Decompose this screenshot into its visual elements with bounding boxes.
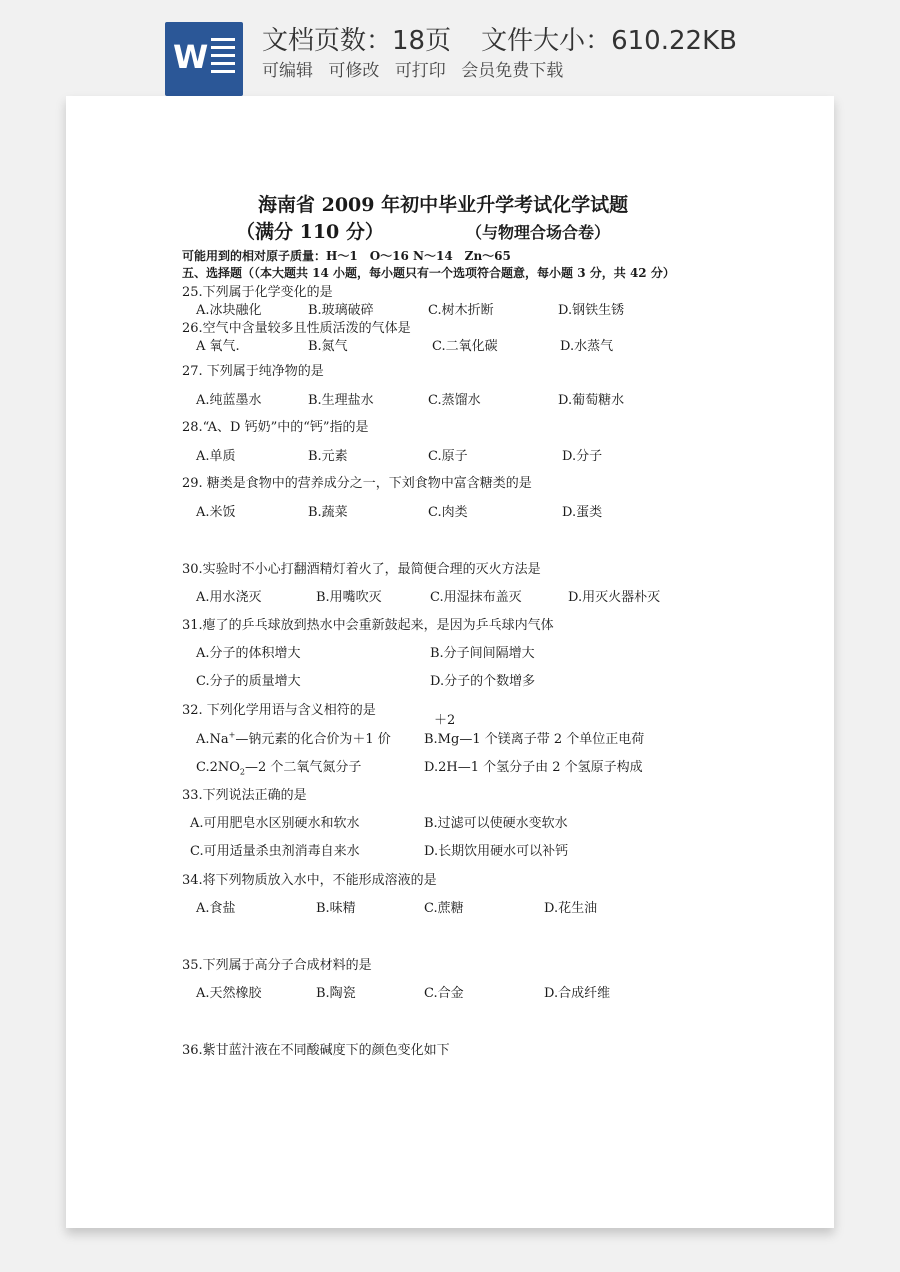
question-stem: 31.瘪了的乒乓球放到热水中会重新鼓起来，是因为乒乓球内气体 [182, 618, 554, 633]
document-banner [0, 0, 900, 100]
option-c: C.用湿抹布盖灭 [430, 590, 522, 605]
document-stats [262, 20, 737, 57]
option-c: $C.2NO_2—2$ 个二氧气氮分子 [196, 760, 362, 777]
option-a: A.可用肥皂水区别硬水和软水 [190, 816, 360, 831]
option-b: B.玻璃破碎 [308, 303, 374, 318]
option-a: A.食盐 [196, 901, 236, 916]
file-size: 文件大小：610.22KB [481, 26, 737, 56]
section-heading: 五、选择题（（本大题共 14 小题，每小题只有一个选项符合题意，每小题 3 分，共 42 分） [182, 266, 675, 280]
option-b: B.蔬菜 [308, 505, 348, 520]
question-stem: 30.实验时不小心打翻酒精灯着火了，最简便合理的灭火方法是 [182, 562, 541, 577]
option-c: C.蔗糖 [424, 901, 464, 916]
option-a: A 氧气. [196, 339, 240, 354]
option-d: D.水蒸气 [560, 339, 614, 354]
option-b: B.生理盐水 [308, 393, 374, 408]
option-a: A.天然橡胶 [196, 986, 262, 1001]
feature-editable: 可编辑 [262, 61, 313, 81]
option-d: D.蛋类 [562, 505, 603, 520]
question-stem: 33.下列说法正确的是 [182, 788, 307, 803]
option-d: D.葡萄糖水 [558, 393, 625, 408]
option-b: B.分子间间隔增大 [430, 646, 535, 661]
option-b: B.氮气 [308, 339, 348, 354]
option-a: A.纯蓝墨水 [196, 393, 262, 408]
option-c: C.分子的质量增大 [196, 674, 301, 689]
exam-full-score: （满分 110 分） [236, 221, 384, 243]
option-c: C.二氧化碳 [432, 339, 498, 354]
option-c: C.树木折断 [428, 303, 494, 318]
question-stem: 36.紫甘蓝汁液在不同酸碱度下的颜色变化如下 [182, 1043, 450, 1058]
feature-modifiable: 可修改 [328, 61, 380, 81]
question-stem: 25.下列属于化学变化的是 [182, 285, 333, 300]
option-b: B.味精 [316, 901, 356, 916]
question-stem: 29. 糖类是食物中的营养成分之一，下刘食物中富含糖类的是 [182, 476, 532, 491]
page-count: 文档页数：18页 [262, 26, 452, 56]
option-d: D.2H—1 个氢分子由 2 个氢原子构成 [424, 760, 643, 775]
exam-joint-note: （与物理合场合卷） [466, 223, 611, 242]
question-stem: 32. 下列化学用语与含义相符的是 [182, 703, 376, 718]
exam-title: 海南省 2009 年初中毕业升学考试化学试题 [258, 194, 629, 216]
document-page [66, 96, 834, 1228]
question-stem: 26.空气中含量较多且性质活泼的气体是 [182, 321, 411, 336]
option-b: B.过滤可以使硬水变软水 [424, 816, 568, 831]
option-c: C.原子 [428, 449, 468, 464]
atomic-mass-line: 可能用到的相对原子质量：H～1 O～16 N～14 Zn～65 [182, 249, 511, 263]
question-stem: 35.下列属于高分子合成材料的是 [182, 958, 372, 973]
option-d: D.用灭火器朴灭 [568, 590, 661, 605]
option-a: A.Na+—钠元素的化合价为＋1 价 [196, 730, 391, 747]
question-stem: 28.“A、D 钙奶”中的“钙”指的是 [182, 420, 369, 435]
option-c: C.肉类 [428, 505, 468, 520]
option-c: C.合金 [424, 986, 464, 1001]
feature-printable: 可打印 [394, 61, 446, 81]
option-d: D.分子的个数增多 [430, 674, 536, 689]
option-d: D.钢铁生锈 [558, 303, 625, 318]
option-b: B.Mg—1 个镁离子带 2 个单位正电荷 [424, 732, 645, 747]
word-document-icon: W [165, 22, 243, 96]
question-stem: 34.将下列物质放入水中，不能形成溶液的是 [182, 873, 437, 888]
feature-list [262, 56, 573, 81]
option-c: C.可用适量杀虫剂消毒自来水 [190, 844, 360, 859]
option-d: D.花生油 [544, 901, 598, 916]
option-a: A.分子的体积增大 [196, 646, 301, 661]
option-a: A.单质 [196, 449, 236, 464]
option-b: B.元素 [308, 449, 348, 464]
option-a: A.冰块融化 [196, 303, 262, 318]
option-a: A.用水浇灭 [196, 590, 262, 605]
option-d: D.长期饮用硬水可以补钙 [424, 844, 569, 859]
option-c: C.蒸馏水 [428, 393, 481, 408]
question-stem: 27. 下列属于纯净物的是 [182, 364, 324, 379]
option-a: A.米饭 [196, 505, 236, 520]
feature-member-download: 会员免费下载 [461, 61, 564, 81]
option-b: B.用嘴吹灭 [316, 590, 382, 605]
option-b: B.陶瓷 [316, 986, 356, 1001]
option-d: D.分子 [562, 449, 603, 464]
charge-superscript: ＋2 [434, 713, 456, 728]
option-d: D.合成纤维 [544, 986, 611, 1001]
